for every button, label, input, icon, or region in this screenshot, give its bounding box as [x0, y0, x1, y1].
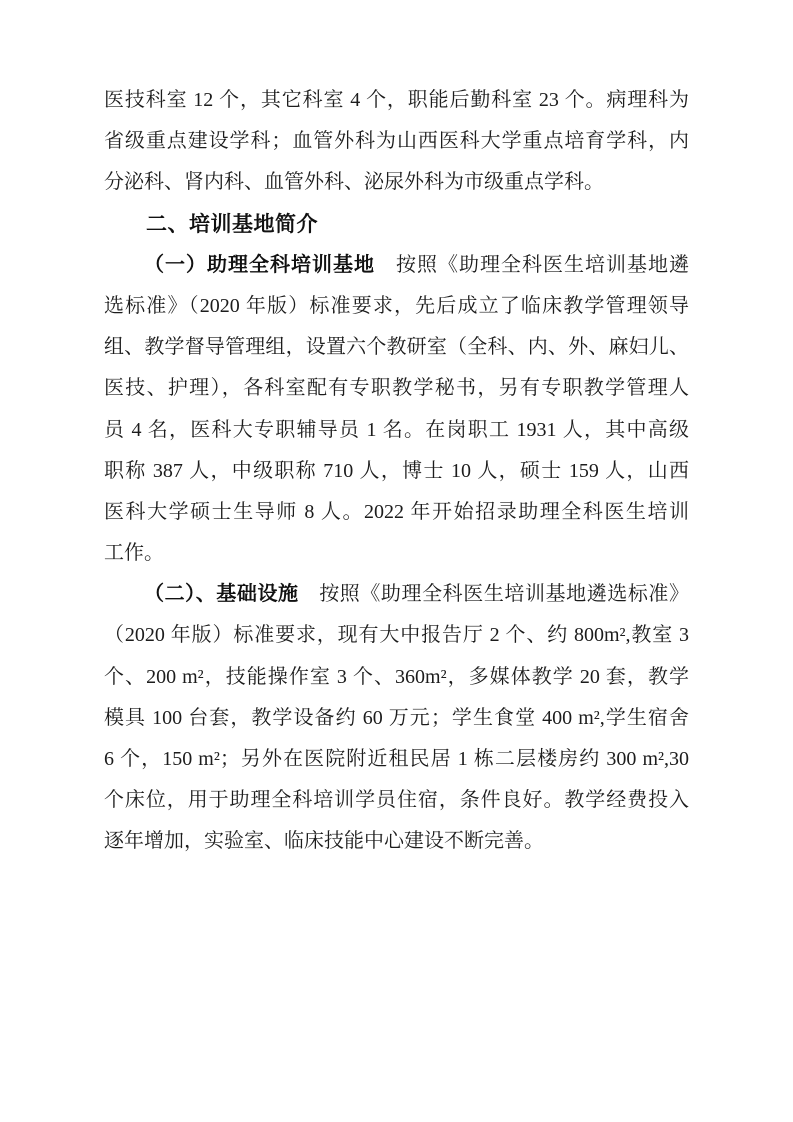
text-line [104, 245, 689, 286]
text-line [104, 162, 689, 203]
text-line [104, 780, 689, 821]
text-line [104, 121, 689, 162]
line-text: 省级重点建设学科；血管外科为山西医科大学重点培育学科，内 [104, 130, 689, 153]
line-text: （2020 年版）标准要求，现有大中报告厅 2 个、约 800m²,教室 3 [104, 624, 689, 647]
line-text: 工作。 [104, 542, 164, 565]
text-line [104, 410, 689, 451]
line-text: 逐年增加，实验室、临床技能中心建设不断完善。 [104, 830, 544, 853]
line-text: 医技、护理），各科室配有专职教学秘书，另有专职教学管理人 [104, 377, 689, 400]
text-line [104, 739, 689, 780]
text-line [104, 657, 689, 698]
paragraph-lead-bold: （二）、基础设施 [144, 583, 299, 606]
line-text: 6 个，150 m²；另外在医院附近租民居 1 栋二层楼房约 300 m²,30 [104, 748, 689, 770]
document-content [104, 80, 689, 863]
line-text: 员 4 名，医科大专职辅导员 1 名。在岗职工 1931 人，其中高级 [104, 418, 689, 441]
text-line [104, 286, 689, 327]
line-text: 医科大学硕士生导师 8 人。2022 年开始招录助理全科医生培训 [104, 500, 689, 523]
line-text: 模具 100 台套，教学设备约 60 万元；学生食堂 400 m²,学生宿舍 [104, 706, 689, 729]
text-line [104, 574, 689, 615]
text-line [104, 615, 689, 656]
line-text: 组、教学督导管理组，设置六个教研室（全科、内、外、麻妇儿、 [104, 336, 689, 359]
line-text: 职称 387 人，中级职称 710 人，博士 10 人，硕士 159 人，山西 [104, 459, 689, 482]
line-text: 个床位，用于助理全科培训学员住宿，条件良好。教学经费投入 [104, 789, 689, 812]
line-text: 医技科室 12 个，其它科室 4 个，职能后勤科室 23 个。病理科为 [104, 89, 689, 111]
text-line [104, 327, 689, 368]
line-text: 按照《助理全科医生培训基地遴选标准》 [298, 583, 690, 606]
text-line [104, 821, 689, 862]
text-line [104, 492, 689, 533]
text-line [104, 698, 689, 739]
text-line [104, 368, 689, 409]
text-line [104, 451, 689, 492]
line-text: 个、200 m²，技能操作室 3 个、360m²，多媒体教学 20 套，教学 [104, 665, 689, 688]
line-text: 按照《助理全科医生培训基地遴 [375, 253, 689, 276]
text-line [104, 533, 689, 574]
section-heading [104, 204, 689, 245]
text-line [104, 80, 689, 121]
line-text: 分泌科、肾内科、血管外科、泌尿外科为市级重点学科。 [104, 171, 604, 194]
paragraph-lead-bold: （一）助理全科培训基地 [144, 253, 375, 276]
line-text: 选标准》（2020 年版）标准要求，先后成立了临床教学管理领导 [104, 294, 689, 317]
line-text: 二、培训基地简介 [146, 212, 318, 236]
